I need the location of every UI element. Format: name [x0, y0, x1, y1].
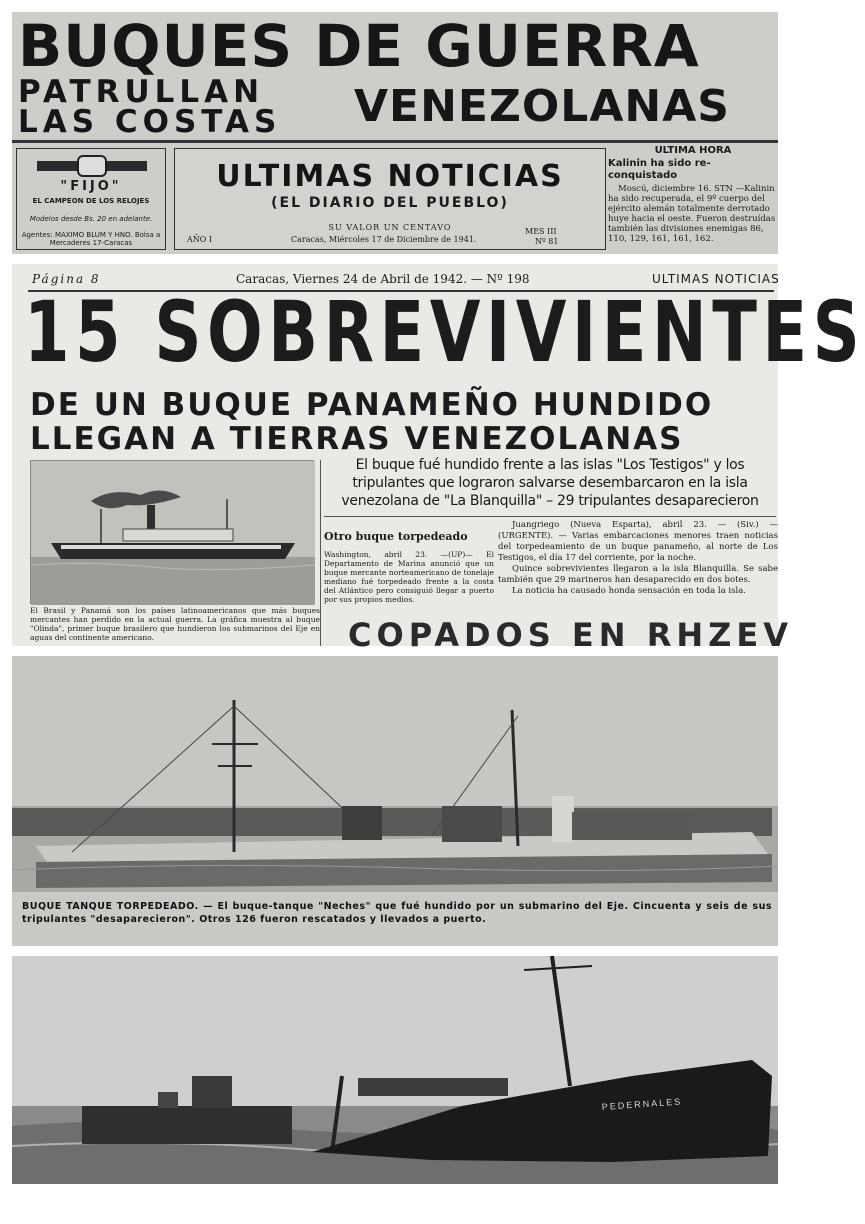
story-deck: El buque fué hundido frente a las islas "Los Testigos" y los tripulantes que lograron salvarse desembarcaron en la isla venezolana de "La Blanquilla" – 29 tripulantes desaparecieron: [341, 457, 759, 509]
photo-caption: El Brasil y Panamá son los países latinoamericanos que más buques mercantes han perdido en la actual guerra. La gráfica muestra al buque "Olinda", primer buque brasilero que hundieron los submarinos del Eje en aguas del continente americano.: [30, 606, 320, 642]
masthead-number: Nº 81: [535, 237, 559, 246]
main-story-paragraph: La noticia ha causado honda sensación en toda la isla.: [512, 586, 746, 596]
ad-slogan: EL CAMPEON DE LOS RELOJES: [32, 197, 150, 205]
clipping-page-8-1942: [12, 264, 865, 654]
side-story-heading: Otro buque torpedeado: [324, 530, 468, 543]
headline-rule: [12, 140, 778, 143]
deck-rule: [324, 516, 776, 517]
page-label: Página 8: [32, 272, 101, 286]
neches-caption: BUQUE TANQUE TORPEDEADO. — El buque-tanque "Neches" que fué hundido por un submarino del Eje. Cincuenta y seis de sus tripulantes "desaparecieron". Otros 126 fueron rescatados y llevados a puerto.: [22, 901, 772, 925]
bottom-headline: COPADOS EN RHZEV: [348, 616, 793, 654]
masthead-date: Caracas, Miércoles 17 de Diciembre de 1941.: [291, 235, 477, 244]
hull-name: PEDERNALES: [601, 1096, 683, 1112]
main-story-paragraph: Quince sobrevivientes llegaron a la isla Blanquilla. Se sabe también que 29 marineros han desaparecido en dos botes.: [498, 564, 778, 585]
page-dateline: Caracas, Viernes 24 de Abril de 1942. — Nº 198: [236, 272, 530, 286]
masthead-year: AÑO I: [187, 235, 213, 244]
latest-kicker: Kalinin ha sido re-conquistado: [608, 158, 711, 181]
ad-agents: Agentes: MAXIMO BLUM Y HNO. Bolsa a Mercaderes 17-Caracas: [21, 231, 161, 247]
masthead-title: ULTIMAS NOTICIAS: [216, 159, 564, 194]
masthead: [174, 148, 606, 250]
masthead-month: MES III: [525, 227, 557, 236]
page-paper-name: ULTIMAS NOTICIAS: [652, 272, 780, 286]
headline-patrol: PATRULLAN: [18, 74, 265, 110]
steamship-image: [31, 461, 315, 605]
latest-news-column: [608, 146, 778, 256]
headline-survivors: 15 SOBREVIVIENTES: [24, 283, 865, 381]
subhead-panamanian-ship: DE UN BUQUE PANAMEÑO HUNDIDO: [30, 387, 714, 423]
subhead-venezuelan-lands: LLEGAN A TIERRAS VENEZOLANAS: [30, 421, 684, 457]
clipping-neches-photo: [12, 656, 778, 946]
headline-warships: BUQUES DE GUERRA: [18, 12, 700, 80]
headline-venezuelan: VENEZOLANAS: [354, 81, 730, 132]
main-story: [498, 520, 778, 597]
side-story-body: Washington, abril 23. —(UP)— El Departamento de Marina anunció que un buque mercante norteamericano de tonelaje mediano fué torpedeado frente a la costa del Atlántico pero consiguió llegar a puerto por sus propios medios.: [324, 550, 494, 604]
latest-heading: ULTIMA HORA: [654, 145, 732, 156]
latest-body: Moscú, diciembre 16. STN —Kalinin ha sido recuperada, el 9º cuerpo del ejército alemán totalmente derrotado huye hacia el oeste. Fueron destruídas también las divisiones enemigas 86, 110, 129, 161, 161, 162.: [608, 184, 776, 244]
ad-models: Modelos desde Bs. 20 en adelante.: [29, 215, 153, 223]
column-rule: [320, 460, 321, 646]
ad-brand: "FIJO": [60, 179, 122, 194]
clipping-front-page-1941: [12, 12, 778, 254]
headline-coasts: LAS COSTAS: [18, 104, 282, 140]
watch-advertisement: [16, 148, 166, 250]
wristwatch-icon: [37, 155, 147, 177]
olinda-ship-photo: [30, 460, 314, 604]
clipping-sinking-photo: [12, 956, 778, 1184]
masthead-price: SU VALOR UN CENTAVO: [328, 223, 452, 232]
tanker-neches-image: [12, 656, 778, 892]
sinking-tanker-image: [12, 956, 778, 1184]
masthead-subtitle: (EL DIARIO DEL PUEBLO): [271, 195, 509, 211]
main-story-paragraph: Juangriego (Nueva Esparta), abril 23. — (Siv.) — (URGENTE). — Varias embarcaciones menores traen noticias del torpedeamiento de un buque panameño, al norte de Los Testigos, el día 17 del corriente, por la noche.: [498, 520, 778, 563]
